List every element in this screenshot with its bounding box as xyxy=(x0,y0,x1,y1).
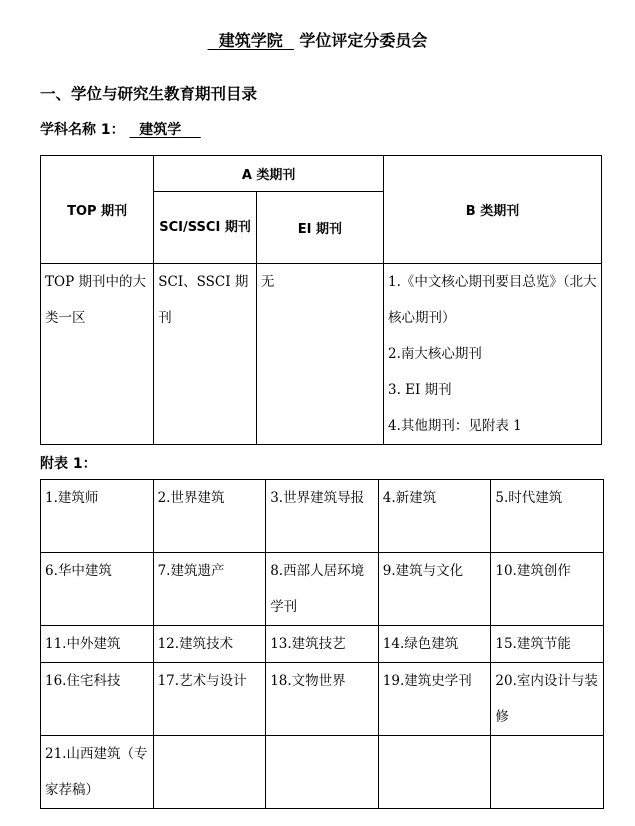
subject-value: 建筑学 xyxy=(139,122,182,138)
appendix-cell: 18.文物世界 xyxy=(266,663,379,736)
appendix-cell: 4.新建筑 xyxy=(378,480,491,553)
appendix-cell: 17.艺术与设计 xyxy=(153,663,266,736)
header-class-a: A 类期刊 xyxy=(154,156,384,192)
b-list-item: 2.南大核心期刊 xyxy=(388,346,482,362)
header-sci-ssci: SCI/SSCI 期刊 xyxy=(154,192,257,264)
subject-label: 学科名称 1： xyxy=(40,122,125,138)
cell-sci-value: SCI、SSCI 期刊 xyxy=(154,264,257,445)
appendix-cell: 16.住宅科技 xyxy=(41,663,154,736)
appendix-cell xyxy=(378,736,491,809)
cell-top-value: TOP 期刊中的大类一区 xyxy=(41,264,154,445)
appendix-cell: 5.时代建筑 xyxy=(491,480,604,553)
appendix-cell: 10.建筑创作 xyxy=(491,553,604,626)
header-top-journals: TOP 期刊 xyxy=(41,156,154,264)
header-class-b: B 类期刊 xyxy=(384,156,602,264)
header-ei: EI 期刊 xyxy=(256,192,383,264)
cell-b-list xyxy=(384,264,602,445)
appendix-journal-table xyxy=(40,479,604,809)
college-name: 建筑学院 xyxy=(218,31,283,50)
document-title xyxy=(0,28,635,51)
appendix-cell: 19.建筑史学刊 xyxy=(378,663,491,736)
appendix-cell: 8.西部人居环境学刊 xyxy=(266,553,379,626)
appendix-cell: 12.建筑技术 xyxy=(153,626,266,663)
subject-line xyxy=(40,119,201,139)
b-list-item: 3. EI 期刊 xyxy=(388,382,452,398)
b-list-item: 4.其他期刊：见附表 1 xyxy=(388,418,522,434)
appendix-cell: 21.山西建筑（专家荐稿） xyxy=(41,736,154,809)
appendix-cell: 1.建筑师 xyxy=(41,480,154,553)
cell-ei-value: 无 xyxy=(256,264,383,445)
appendix-cell: 6.华中建筑 xyxy=(41,553,154,626)
appendix-cell: 7.建筑遗产 xyxy=(153,553,266,626)
appendix-cell xyxy=(266,736,379,809)
appendix-cell: 20.室内设计与装修 xyxy=(491,663,604,736)
committee-name: 学位评定分委员会 xyxy=(299,31,428,50)
appendix-cell: 9.建筑与文化 xyxy=(378,553,491,626)
appendix-cell: 11.中外建筑 xyxy=(41,626,154,663)
appendix-cell: 14.绿色建筑 xyxy=(378,626,491,663)
appendix-cell: 15.建筑节能 xyxy=(491,626,604,663)
appendix-cell: 3.世界建筑导报 xyxy=(266,480,379,553)
appendix-cell: 13.建筑技艺 xyxy=(266,626,379,663)
appendix-cell xyxy=(491,736,604,809)
section-title: 一、学位与研究生教育期刊目录 xyxy=(40,85,258,103)
journal-catalog-table xyxy=(40,155,602,445)
appendix-label: 附表 1： xyxy=(40,456,97,472)
appendix-cell xyxy=(153,736,266,809)
appendix-cell: 2.世界建筑 xyxy=(153,480,266,553)
b-list-item: 1.《中文核心期刊要目总览》（北大核心期刊） xyxy=(388,274,597,326)
